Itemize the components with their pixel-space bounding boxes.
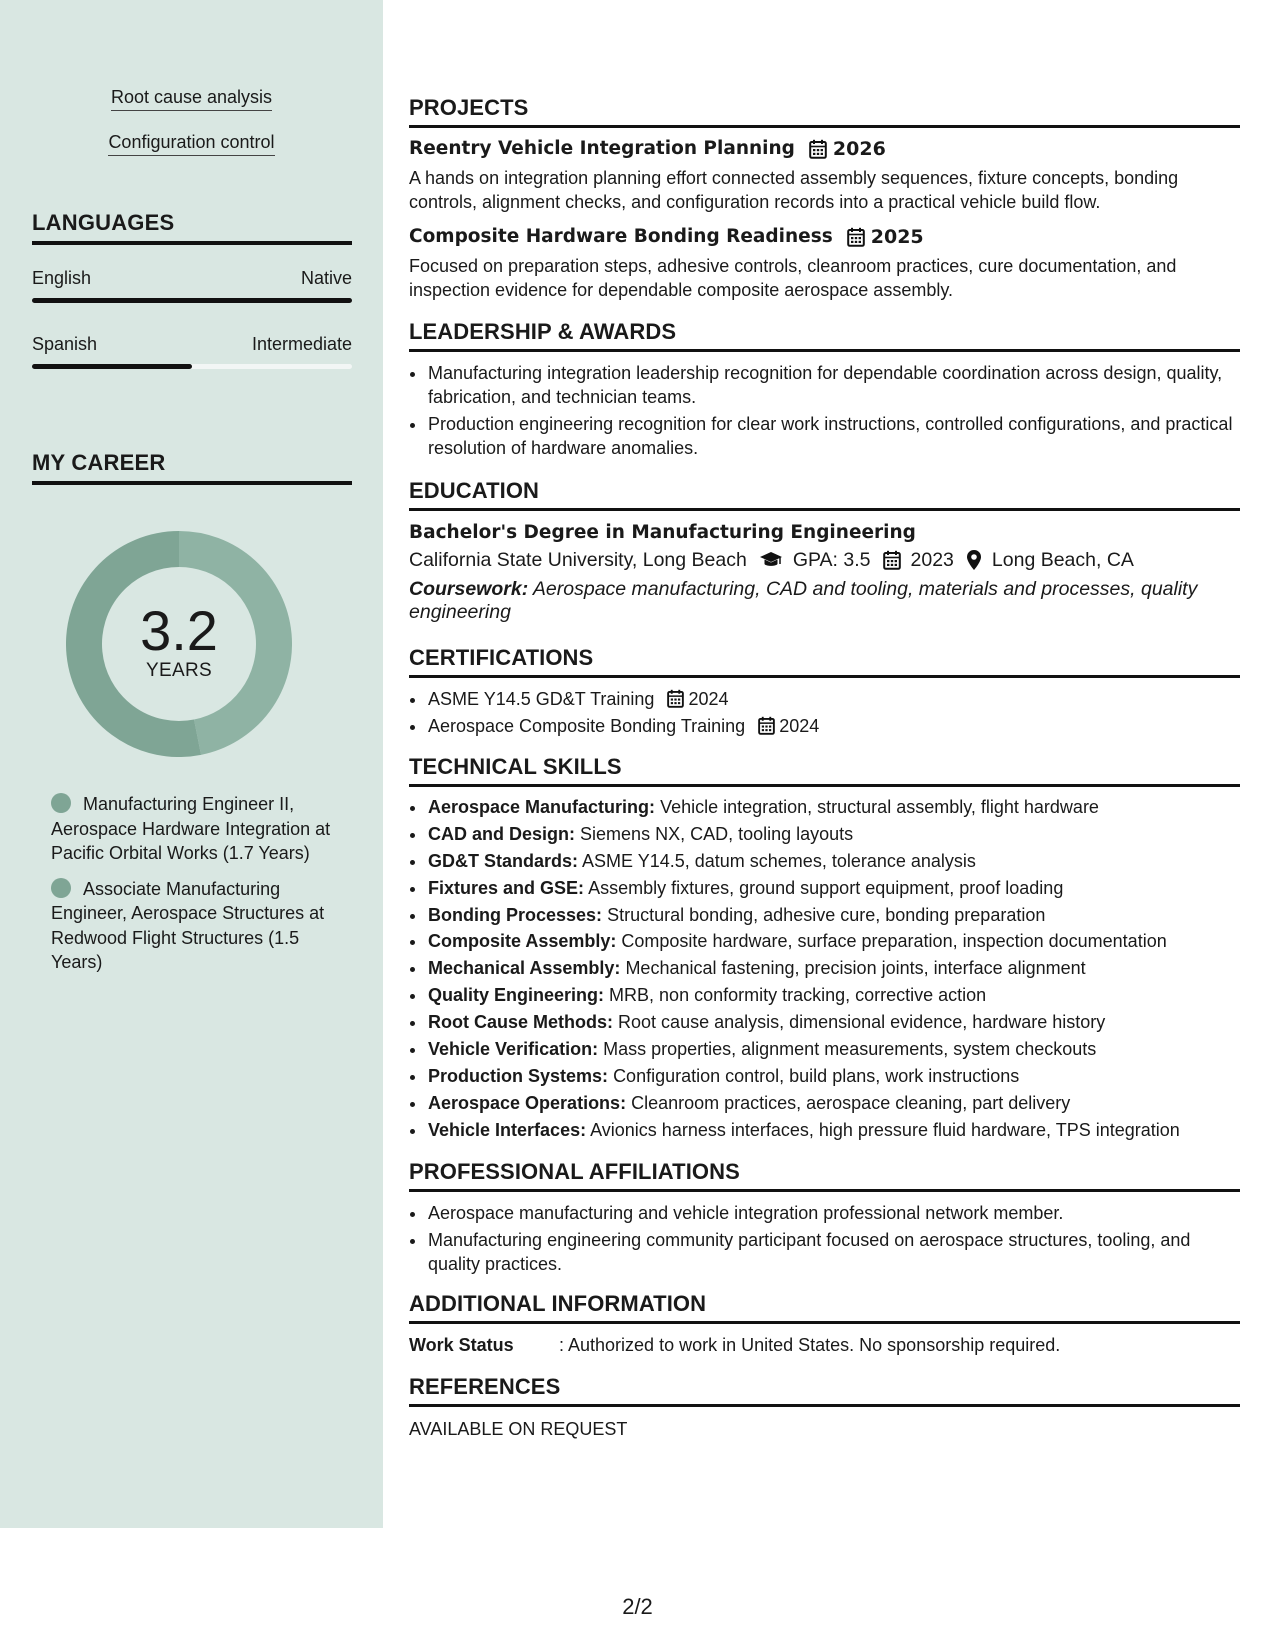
list-item: • Manufacturing integration leadership recognition for dependable coordination across design, quality, fabrication, and technician teams. — [427, 361, 1240, 409]
skill-tag: Root cause analysis — [111, 86, 272, 111]
project-title: Reentry Vehicle Integration Planning — [409, 138, 795, 159]
skill-text: Composite hardware, surface preparation, inspection documentation — [621, 931, 1167, 952]
skill-item — [427, 1037, 1240, 1061]
list-item: • Manufacturing engineering community participant focused on aerospace structures, tooling, and quality practices. — [427, 1228, 1240, 1276]
skill-text: Vehicle integration, structural assembly, flight hardware — [660, 797, 1099, 817]
skill-text: Assembly fixtures, ground support equipment, proof loading — [588, 877, 1064, 898]
certification-name: Aerospace Composite Bonding Training — [428, 716, 746, 736]
career-section — [32, 450, 352, 485]
calendar-icon — [758, 716, 775, 735]
skill-label: Aerospace Manufacturing: — [428, 797, 656, 817]
language-level: Native — [300, 268, 352, 288]
skill-text: Configuration control, build plans, work instructions — [613, 1065, 1020, 1086]
skill-text: Cleanroom practices, aerospace cleaning, part delivery — [631, 1092, 1071, 1113]
graduation-cap-icon — [759, 551, 783, 569]
school-name: California State University, Long Beach — [409, 549, 747, 571]
leadership-section — [409, 319, 1240, 460]
career-total-years: 3.2 — [140, 599, 218, 662]
section-heading: PROFESSIONAL AFFILIATIONS — [409, 1159, 1240, 1192]
coursework-label: Coursework: — [409, 578, 529, 600]
project-year: 2026 — [832, 138, 886, 160]
skill-label: Aerospace Operations: — [428, 1092, 627, 1113]
certification-item — [427, 687, 1240, 711]
language-proficiency-fill — [32, 364, 192, 369]
skill-item — [427, 876, 1240, 900]
project-title-row — [409, 224, 1240, 250]
section-heading: TECHNICAL SKILLS — [409, 754, 1240, 787]
career-item — [51, 792, 341, 866]
gpa: GPA: 3.5 — [792, 549, 871, 571]
career-item — [51, 877, 341, 975]
career-years-unit: YEARS — [146, 660, 212, 681]
skill-item — [427, 956, 1240, 980]
skill-item — [427, 903, 1240, 927]
certification-name: ASME Y14.5 GD&T Training — [428, 689, 655, 709]
skill-text: Root cause analysis, dimensional evidence, hardware history — [618, 1012, 1106, 1033]
language-proficiency-bar — [32, 364, 352, 369]
skill-label: Fixtures and GSE: — [428, 877, 585, 898]
skill-item — [427, 795, 1240, 819]
list-item: • Aerospace manufacturing and vehicle integration professional network member. — [427, 1201, 1240, 1225]
skill-label: Composite Assembly: — [428, 931, 617, 952]
section-heading: LEADERSHIP & AWARDS — [409, 319, 1240, 352]
skill-label: Mechanical Assembly: — [428, 958, 621, 979]
skill-label: Vehicle Interfaces: — [428, 1119, 587, 1140]
technical-skills-section — [409, 754, 1240, 1142]
language-name: Spanish — [32, 334, 98, 354]
calendar-icon — [883, 550, 901, 570]
section-heading: PROJECTS — [409, 95, 1240, 128]
skill-label: Root Cause Methods: — [428, 1012, 614, 1033]
language-name: English — [32, 268, 92, 288]
language-proficiency-bar — [32, 298, 352, 303]
skill-item — [427, 983, 1240, 1007]
skill-item — [427, 849, 1240, 873]
skill-text: Mechanical fastening, precision joints, interface alignment — [625, 958, 1086, 979]
skill-text: Siemens NX, CAD, tooling layouts — [580, 823, 854, 844]
certifications-list — [409, 687, 1240, 738]
list-item: • Production engineering recognition for clear work instructions, controlled configurations, and practical resolution of hardware anomalies. — [427, 412, 1240, 460]
leadership-list — [409, 361, 1240, 460]
affiliations-list — [409, 1201, 1240, 1276]
skill-label: Bonding Processes: — [428, 904, 603, 925]
calendar-icon — [809, 139, 827, 159]
skill-label: Quality Engineering: — [428, 985, 605, 1006]
language-row — [32, 267, 352, 289]
education-details — [409, 546, 1240, 574]
career-donut-chart — [66, 531, 292, 757]
skill-text: Structural bonding, adhesive cure, bonding preparation — [607, 904, 1046, 925]
section-heading: REFERENCES — [409, 1374, 1240, 1407]
project-year: 2025 — [870, 226, 924, 248]
work-status-value: : Authorized to work in United States. No sponsorship required. — [559, 1334, 1061, 1355]
language-level: Intermediate — [251, 334, 352, 354]
affiliations-section — [409, 1159, 1240, 1276]
skill-label: Vehicle Verification: — [428, 1039, 599, 1060]
projects-section — [409, 95, 1240, 302]
location-pin-icon — [966, 549, 982, 571]
skill-item — [427, 1091, 1240, 1115]
skill-label: CAD and Design: — [428, 823, 576, 844]
languages-section — [32, 210, 352, 369]
skill-tags — [0, 86, 383, 176]
skill-text: ASME Y14.5, datum schemes, tolerance analysis — [582, 850, 976, 871]
language-proficiency-fill — [32, 298, 352, 303]
calendar-icon — [667, 689, 684, 708]
skill-label: Production Systems: — [428, 1065, 609, 1086]
career-item-text: Manufacturing Engineer II, Aerospace Hardware Integration at Pacific Orbital Works (1.7 Years) — [51, 794, 331, 863]
skill-text: Avionics harness interfaces, high pressure fluid hardware, TPS integration — [590, 1119, 1180, 1140]
additional-info-section — [409, 1291, 1240, 1357]
coursework-text: Aerospace manufacturing, CAD and tooling, materials and processes, quality engineering — [409, 578, 1198, 623]
main-content — [409, 95, 1240, 1441]
career-donut-label — [66, 531, 292, 757]
project-description: A hands on integration planning effort connected assembly sequences, fixture concepts, bonding controls, alignment checks, and configuration records into a practical vehicle build flow. — [409, 168, 1179, 212]
section-heading: ADDITIONAL INFORMATION — [409, 1291, 1240, 1324]
section-heading: EDUCATION — [409, 478, 1240, 511]
skill-text: MRB, non conformity tracking, corrective action — [609, 985, 987, 1006]
coursework — [409, 578, 1240, 624]
project-title: Composite Hardware Bonding Readiness — [409, 226, 833, 247]
language-row — [32, 333, 352, 355]
career-item-text: Associate Manufacturing Engineer, Aerospace Structures at Redwood Flight Structures (1.5 Years) — [51, 878, 325, 972]
certification-year: 2024 — [779, 716, 820, 736]
project-description: Focused on preparation steps, adhesive controls, cleanroom practices, cure documentation, and inspection evidence for dependable composite aerospace assembly. — [409, 256, 1177, 300]
project-title-row — [409, 136, 1240, 162]
skill-item — [427, 1118, 1240, 1142]
languages-heading: LANGUAGES — [32, 210, 352, 245]
career-heading: MY CAREER — [32, 450, 352, 485]
career-list — [51, 792, 341, 986]
certification-item — [427, 714, 1240, 738]
calendar-icon — [847, 227, 865, 247]
skill-item — [427, 929, 1240, 953]
page-number: 2/2 — [622, 1594, 653, 1619]
section-heading: CERTIFICATIONS — [409, 645, 1240, 678]
education-location: Long Beach, CA — [991, 549, 1134, 571]
technical-skills-list — [409, 795, 1240, 1142]
skill-item — [427, 822, 1240, 846]
education-section — [409, 478, 1240, 624]
graduation-year: 2023 — [910, 549, 954, 571]
work-status-row — [409, 1333, 1240, 1357]
skill-text: Mass properties, alignment measurements, system checkouts — [603, 1039, 1097, 1060]
certifications-section — [409, 645, 1240, 738]
skill-label: GD&T Standards: — [428, 850, 579, 871]
skill-item — [427, 1064, 1240, 1088]
career-dot-icon — [51, 878, 71, 898]
sidebar — [0, 0, 383, 1528]
degree-title: Bachelor's Degree in Manufacturing Engineering — [409, 522, 916, 543]
career-dot-icon — [51, 793, 71, 813]
skill-item — [427, 1010, 1240, 1034]
references-section — [409, 1374, 1240, 1441]
references-text: AVAILABLE ON REQUEST — [409, 1418, 628, 1439]
certification-year: 2024 — [688, 689, 729, 709]
work-status-label: Work Status — [409, 1334, 514, 1355]
skill-tag: Configuration control — [108, 131, 274, 156]
